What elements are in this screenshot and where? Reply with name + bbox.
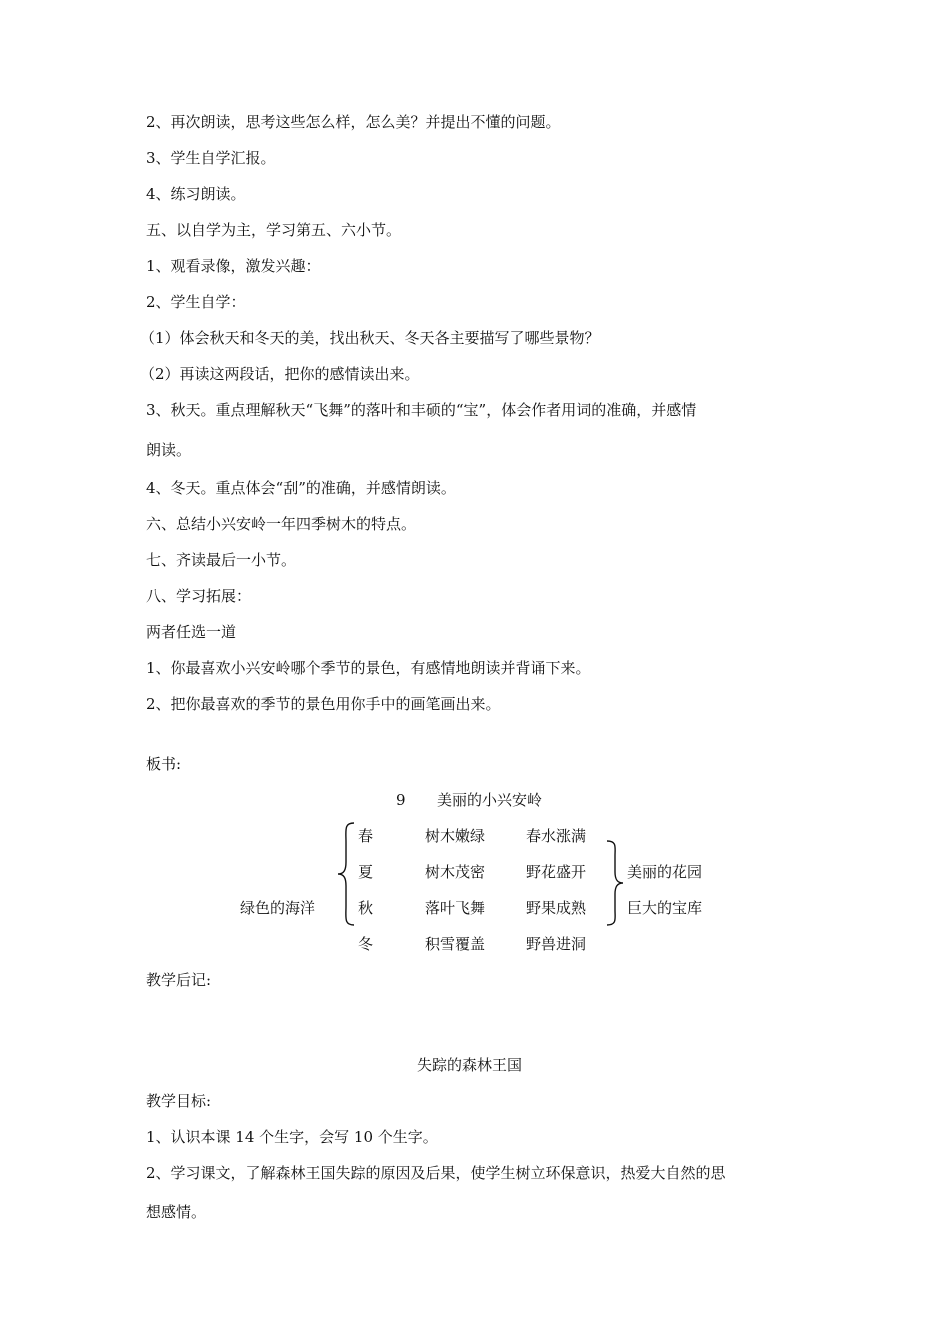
- text-line: 4、练习朗读。: [146, 185, 246, 203]
- board-other: 野花盛开: [526, 863, 587, 881]
- text-line: 1、你最喜欢小兴安岭哪个季节的景色，有感情地朗读并背诵下来。: [146, 659, 591, 677]
- board-other: 野果成熟: [526, 899, 587, 917]
- text-line: 4、冬天。重点体会“刮”的准确，并感情朗读。: [146, 479, 456, 497]
- objective-line: 2、学习课文，了解森林王国失踪的原因及后果，使学生树立环保意识，热爱大自然的思: [146, 1164, 726, 1182]
- text-line: 2、再次朗读，思考这些怎么样，怎么美？并提出不懂的问题。: [146, 113, 561, 131]
- board-trees: 落叶飞舞: [425, 899, 486, 917]
- text-line: （1）体会秋天和冬天的美，找出秋天、冬天各主要描写了哪些景物？: [140, 329, 600, 347]
- board-season: 夏: [358, 863, 374, 881]
- board-trees: 积雪覆盖: [425, 935, 486, 953]
- text-line: 3、学生自学汇报。: [146, 149, 276, 167]
- text-line: 2、学生自学：: [146, 293, 246, 311]
- section-heading: 七、齐读最后一小节。: [146, 551, 297, 569]
- text-line: 1、观看录像，激发兴趣：: [146, 257, 321, 275]
- board-lesson-number: 9: [396, 791, 406, 809]
- board-left-label: 绿色的海洋: [240, 899, 316, 917]
- left-brace: [336, 820, 358, 928]
- postscript-label: 教学后记:: [146, 971, 212, 989]
- board-right-label: 巨大的宝库: [627, 899, 703, 917]
- board-season: 秋: [358, 899, 374, 917]
- board-right-label: 美丽的花园: [627, 863, 703, 881]
- board-trees: 树木嫩绿: [425, 827, 486, 845]
- text-line: 2、把你最喜欢的季节的景色用你手中的画笔画出来。: [146, 695, 501, 713]
- text-line: （2）再读这两段话，把你的感情读出来。: [140, 365, 420, 383]
- objective-line: 1、认识本课 14 个生字，会写 10 个生字。: [146, 1128, 438, 1146]
- section-heading: 八、学习拓展：: [146, 587, 252, 605]
- board-trees: 树木茂密: [425, 863, 486, 881]
- objective-line: 想感情。: [146, 1203, 207, 1221]
- section-heading: 六、总结小兴安岭一年四季树木的特点。: [146, 515, 417, 533]
- right-brace: [604, 838, 626, 928]
- objectives-label: 教学目标:: [146, 1092, 212, 1110]
- lesson-title: 失踪的森林王国: [417, 1056, 523, 1074]
- board-other: 野兽进洞: [526, 935, 587, 953]
- board-season: 春: [358, 827, 374, 845]
- board-other: 春水涨满: [526, 827, 587, 845]
- text-line: 3、秋天。重点理解秋天“飞舞”的落叶和丰硕的“宝”，体会作者用词的准确，并感情: [146, 401, 697, 419]
- board-lesson-title: 美丽的小兴安岭: [437, 791, 543, 809]
- board-season: 冬: [358, 935, 374, 953]
- text-line: 朗读。: [146, 441, 192, 459]
- section-heading: 五、以自学为主，学习第五、六小节。: [146, 221, 402, 239]
- board-label: 板书:: [146, 755, 182, 773]
- text-line: 两者任选一道: [146, 623, 237, 641]
